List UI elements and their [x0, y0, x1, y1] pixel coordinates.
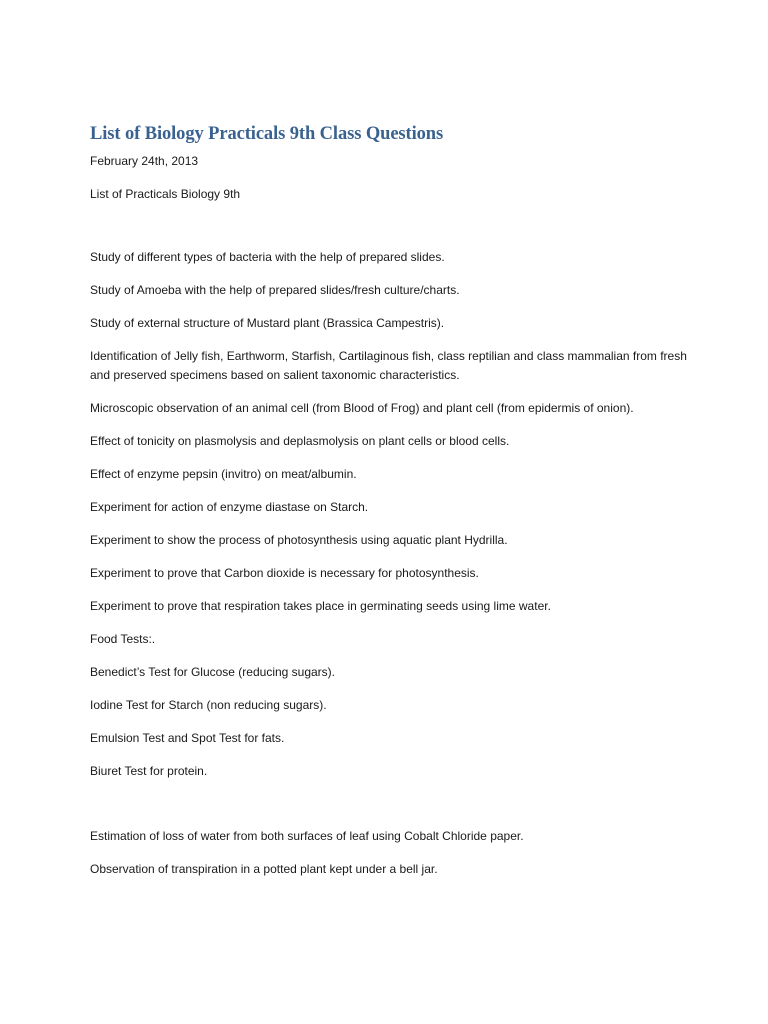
document-title: List of Biology Practicals 9th Class Questions [90, 124, 444, 144]
practical-item: Study of Amoeba with the help of prepared slides/fresh culture/charts. [90, 283, 460, 297]
practical-item: Experiment to prove that Carbon dioxide is necessary for photosynthesis. [90, 566, 479, 580]
document-page [90, 122, 710, 893]
practical-item: Biuret Test for protein. [90, 764, 208, 778]
practical-item: Estimation of loss of water from both surfaces of leaf using Cobalt Chloride paper. [90, 829, 524, 843]
practical-item: Experiment to show the process of photosynthesis using aquatic plant Hydrilla. [90, 533, 508, 547]
practical-item: Benedict’s Test for Glucose (reducing sugars). [90, 665, 336, 679]
practical-item: Iodine Test for Starch (non reducing sugars). [90, 698, 327, 712]
practical-item: Study of external structure of Mustard plant (Brassica Campestris). [90, 316, 445, 330]
practical-item: Observation of transpiration in a potted plant kept under a bell jar. [90, 862, 438, 876]
practical-item: Effect of tonicity on plasmolysis and deplasmolysis on plant cells or blood cells. [90, 434, 510, 448]
practical-item: Experiment to prove that respiration takes place in germinating seeds using lime water. [90, 599, 551, 613]
document-date: February 24th, 2013 [90, 154, 199, 168]
practical-item: Effect of enzyme pepsin (invitro) on meat/albumin. [90, 467, 357, 481]
practical-item: Identification of Jelly fish, Earthworm, Starfish, Cartilaginous fish, class reptilian and class mammalian from fresh and preserved specimens based on salient taxonomic characteristics. [90, 349, 687, 382]
practical-item: Emulsion Test and Spot Test for fats. [90, 731, 285, 745]
document-subtitle: List of Practicals Biology 9th [90, 187, 241, 201]
food-tests-heading: Food Tests:. [90, 632, 156, 646]
practical-item: Microscopic observation of an animal cell (from Blood of Frog) and plant cell (from epidermis of onion). [90, 401, 634, 415]
practical-item: Study of different types of bacteria with the help of prepared slides. [90, 250, 445, 264]
practical-item: Experiment for action of enzyme diastase on Starch. [90, 500, 369, 514]
